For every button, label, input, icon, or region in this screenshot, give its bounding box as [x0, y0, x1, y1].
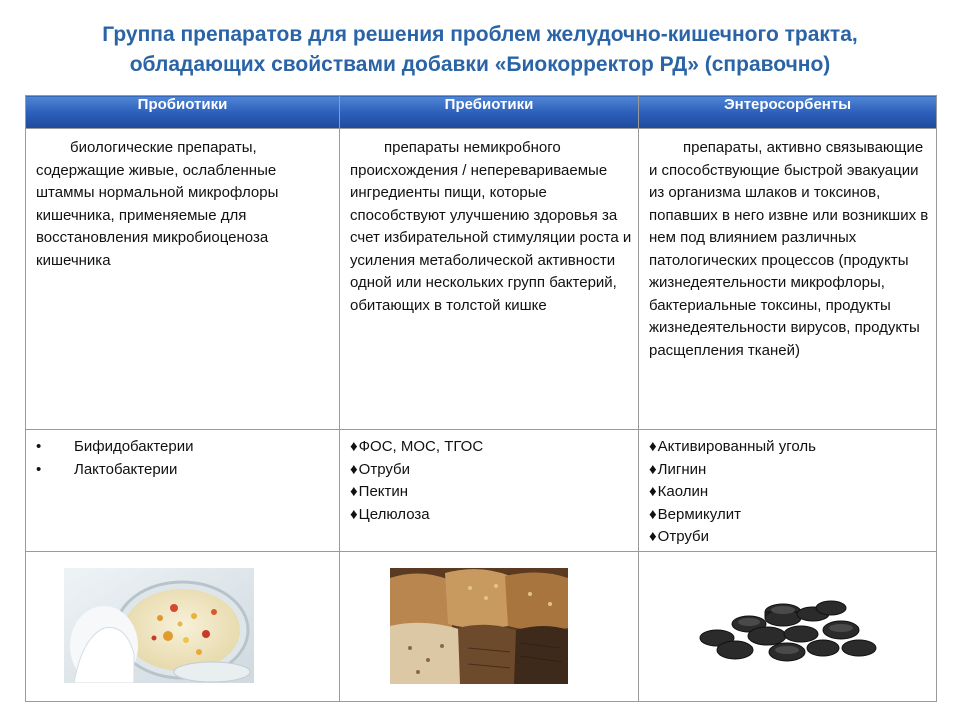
list-prebiotics: [350, 436, 632, 526]
cell-list-prebiotics: [340, 430, 639, 552]
comparison-table: [25, 95, 937, 702]
desc-probiotics: биологические препараты, содержащие живые, ослабленные штаммы нормальной микрофлоры кишечника, применяемые для восстановления микробиоценоза кишечника: [36, 139, 279, 269]
list-item: [350, 481, 632, 504]
bullet-icon: •: [36, 460, 42, 478]
cell-desc-prebiotics: [340, 129, 639, 430]
list-item-label: Каолин: [657, 483, 709, 500]
title-line-1: Группа препаратов для решения проблем желудочно-кишечного тракта,: [102, 23, 858, 46]
images-row: [26, 552, 937, 702]
bullet-icon: •: [36, 438, 42, 455]
diamond-bullet-icon: ♦: [649, 460, 657, 478]
petri-dish-image: [64, 568, 254, 683]
diamond-bullet-icon: ♦: [649, 505, 657, 523]
list-item-label: Бифидобактерии: [74, 438, 194, 455]
header-probiotics: Пробиотики: [26, 96, 340, 129]
diamond-bullet-icon: ♦: [649, 528, 657, 545]
list-item: [350, 459, 632, 482]
title-line-2: обладающих свойствами добавки «Биокорректор РД» (справочно): [129, 53, 831, 76]
cell-image-probiotics: [26, 552, 340, 702]
diamond-bullet-icon: ♦: [350, 483, 358, 500]
list-item-label: Отруби: [657, 528, 710, 545]
list-item: [649, 526, 930, 549]
list-item: [649, 504, 930, 527]
list-item-label: Целюлоза: [358, 505, 430, 523]
list-item: [350, 504, 632, 527]
diamond-bullet-icon: ♦: [350, 460, 358, 478]
header-enterosorbents: Энтеросорбенты: [639, 96, 937, 129]
diamond-bullet-icon: ♦: [350, 438, 358, 455]
examples-row: [26, 430, 937, 552]
list-item-label: Лактобактерии: [74, 460, 178, 478]
cell-list-probiotics: [26, 430, 340, 552]
list-item: [36, 459, 333, 482]
cell-desc-probiotics: [26, 129, 340, 430]
desc-prebiotics: препараты немикробного происхождения / неперевариваемые ингредиенты пищи, которые способствуют улучшению здоровья за счет избирательной стимуляции роста и усиления метаболической активности одной или нескольких групп бактерий, обитающих в толстой кишке: [350, 139, 632, 314]
list-item: [350, 436, 632, 459]
charcoal-tablets-image: [691, 590, 881, 672]
list-item-label: Лигнин: [657, 460, 707, 478]
description-row: [26, 129, 937, 430]
page-title: [0, 20, 960, 80]
list-item: [36, 436, 333, 459]
cell-image-enterosorbents: [639, 552, 937, 702]
desc-enterosorbents: препараты, активно связывающие и способствующие быстрой эвакуации из организма шлаков и токсинов, попавших в него извне или возникших в нем под влиянием различных патологических процессов (продукты жизнедеятельности микрофлоры, бактериальные токсины, продукты жизнедеятельности вирусов, продукты расщепления тканей): [649, 139, 929, 359]
list-item-label: Пектин: [358, 483, 409, 500]
list-item-label: ФОС, МОС, ТГОС: [358, 438, 484, 455]
diamond-bullet-icon: ♦: [649, 483, 657, 500]
list-item: [649, 481, 930, 504]
header-row: [26, 96, 937, 129]
list-item: [649, 436, 930, 459]
list-item-label: Активированный уголь: [657, 438, 816, 455]
cell-list-enterosorbents: [639, 430, 937, 552]
list-item-label: Отруби: [358, 460, 411, 478]
diamond-bullet-icon: ♦: [350, 505, 358, 523]
list-probiotics: [36, 436, 333, 481]
diamond-bullet-icon: ♦: [649, 438, 657, 455]
list-enterosorbents: [649, 436, 930, 549]
cell-desc-enterosorbents: [639, 129, 937, 430]
cell-image-prebiotics: [340, 552, 639, 702]
list-item: [649, 459, 930, 482]
header-prebiotics: Пребиотики: [340, 96, 639, 129]
bread-image: [390, 568, 568, 684]
list-item-label: Вермикулит: [657, 505, 741, 523]
